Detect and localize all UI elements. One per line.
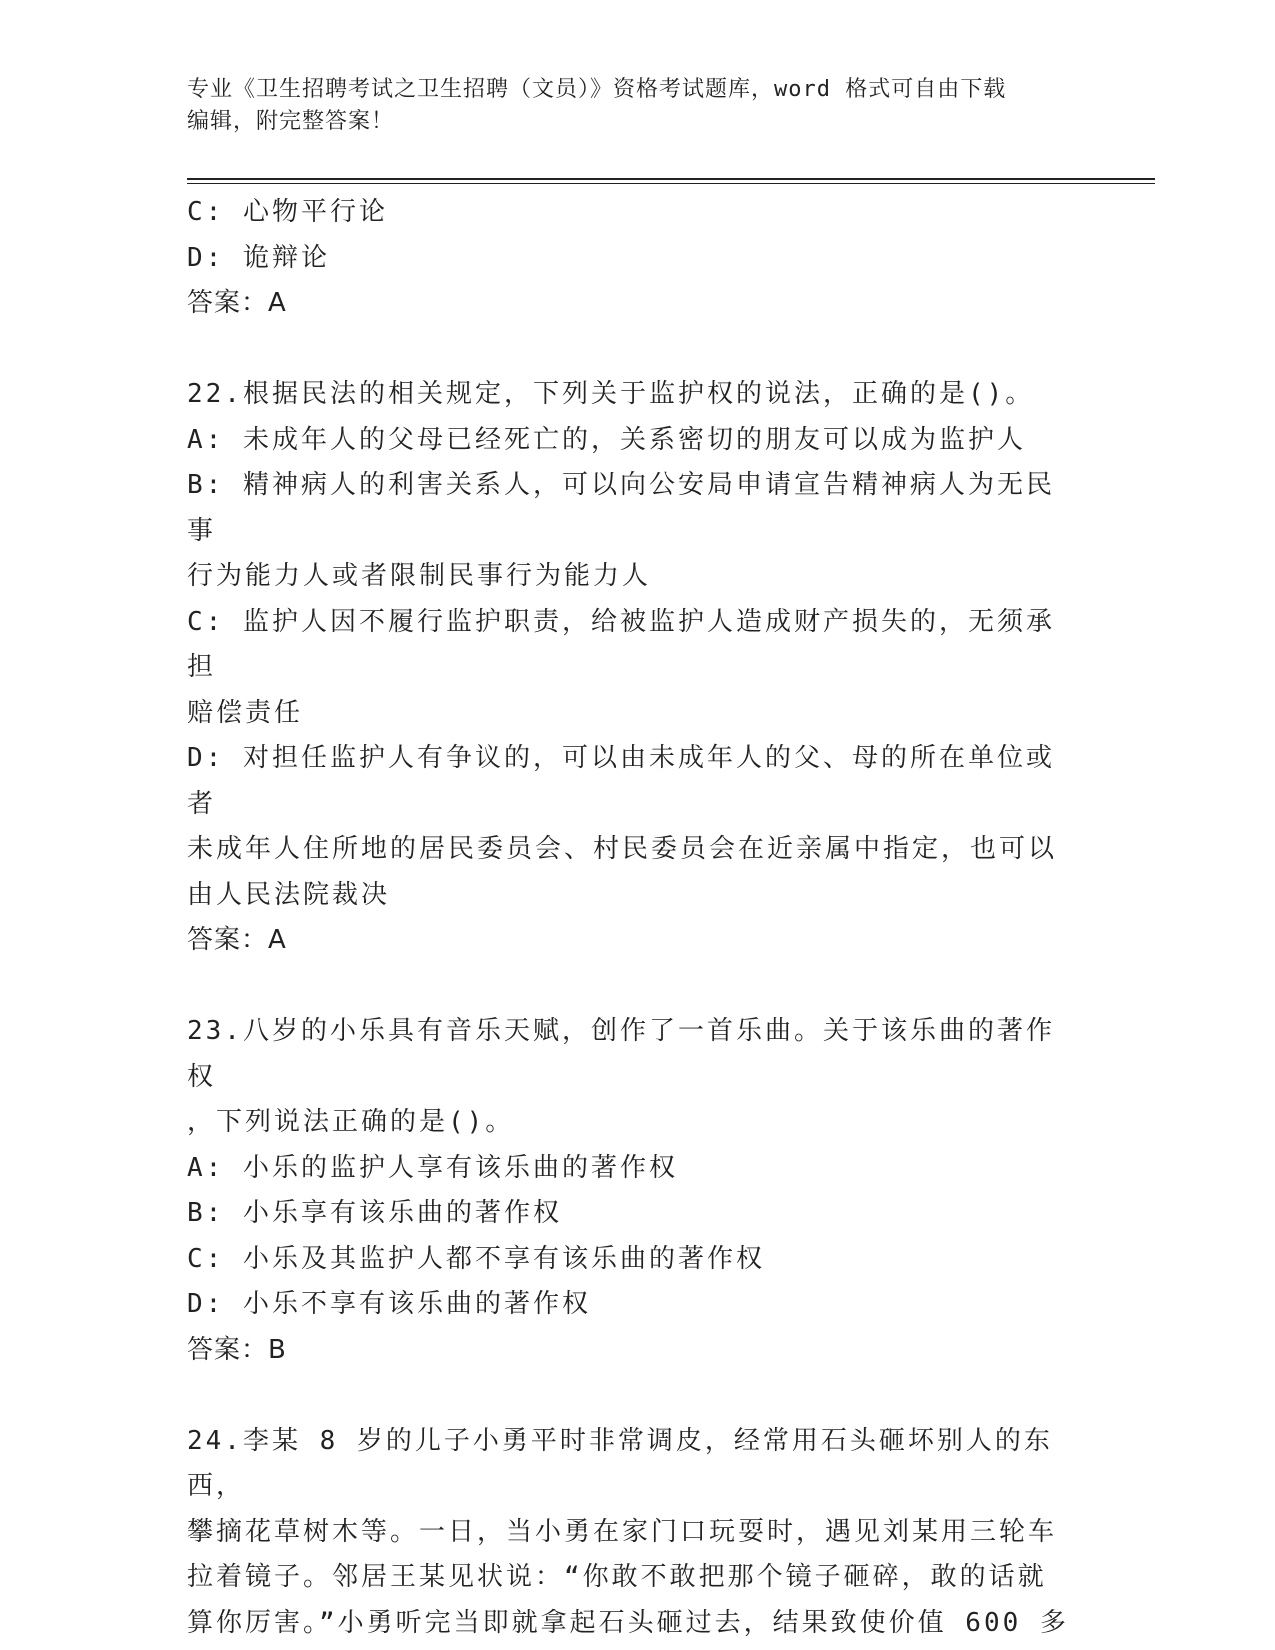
question-21-tail	[187, 190, 1077, 327]
spacer	[187, 327, 1077, 373]
option-c-line-2: 赔偿责任	[187, 697, 304, 728]
option-b: B: 小乐享有该乐曲的著作权	[187, 1198, 562, 1228]
question-stem-line-4: 算你厉害。”小勇听完当即就拿起石头砸过去，结果致使价值 600 多	[187, 1607, 1069, 1638]
question-stem-line-3: 拉着镜子。邻居王某见状说：“你敢不敢把那个镜子砸碎，敢的话就	[187, 1562, 1047, 1592]
question-stem-line-1: 23.八岁的小乐具有音乐天赋，创作了一首乐曲。关于该乐曲的著作权	[187, 1016, 1055, 1092]
answer-line: 答案：A	[187, 288, 287, 318]
question-stem-line-2: ，下列说法正确的是()。	[187, 1107, 515, 1137]
spacer	[187, 1373, 1077, 1419]
option-a: A: 未成年人的父母已经死亡的，关系密切的朋友可以成为监护人	[187, 424, 1026, 455]
question-22	[187, 372, 1077, 964]
option-c: C: 小乐及其监护人都不享有该乐曲的著作权	[187, 1243, 765, 1274]
header-line-2: 编辑，附完整答案！	[187, 109, 395, 134]
question-24	[187, 1419, 1077, 1647]
option-d: D: 小乐不享有该乐曲的著作权	[187, 1289, 591, 1319]
spacer	[187, 964, 1077, 1010]
document-header	[187, 74, 1087, 138]
question-23	[187, 1009, 1077, 1373]
option-b-line-1: B: 精神病人的利害关系人，可以向公安局申请宣告精神病人为无民事	[187, 470, 1055, 546]
option-c-line-1: C: 监护人因不履行监护职责，给被监护人造成财产损失的，无须承担	[187, 606, 1055, 682]
option-c: C: 心物平行论	[187, 197, 388, 227]
header-line-1: 专业《卫生招聘考试之卫生招聘（文员）》资格考试题库，word 格式可自由下载	[187, 77, 1007, 102]
question-stem-line-2: 攀摘花草树木等。一日，当小勇在家门口玩耍时，遇见刘某用三轮车	[187, 1516, 1058, 1547]
answer-line: 答案：A	[187, 925, 287, 955]
header-rule-thin	[187, 183, 1155, 184]
document-body	[187, 190, 1077, 1646]
option-d-line-3: 由人民法院裁决	[187, 879, 391, 910]
question-stem: 22.根据民法的相关规定，下列关于监护权的说法，正确的是()。	[187, 379, 1035, 409]
answer-line: 答案：B	[187, 1334, 287, 1365]
header-rule-thick	[187, 178, 1155, 180]
option-d: D: 诡辩论	[187, 242, 330, 273]
option-a: A: 小乐的监护人享有该乐曲的著作权	[187, 1152, 678, 1183]
option-b-line-2: 行为能力人或者限制民事行为能力人	[187, 561, 652, 591]
option-d-line-1: D: 对担任监护人有争议的，可以由未成年人的父、母的所在单位或者	[187, 743, 1055, 819]
option-d-line-2: 未成年人住所地的居民委员会、村民委员会在近亲属中指定，也可以	[187, 834, 1058, 864]
question-stem-line-1: 24.李某 8 岁的儿子小勇平时非常调皮，经常用石头砸坏别人的东西，	[187, 1425, 1053, 1501]
